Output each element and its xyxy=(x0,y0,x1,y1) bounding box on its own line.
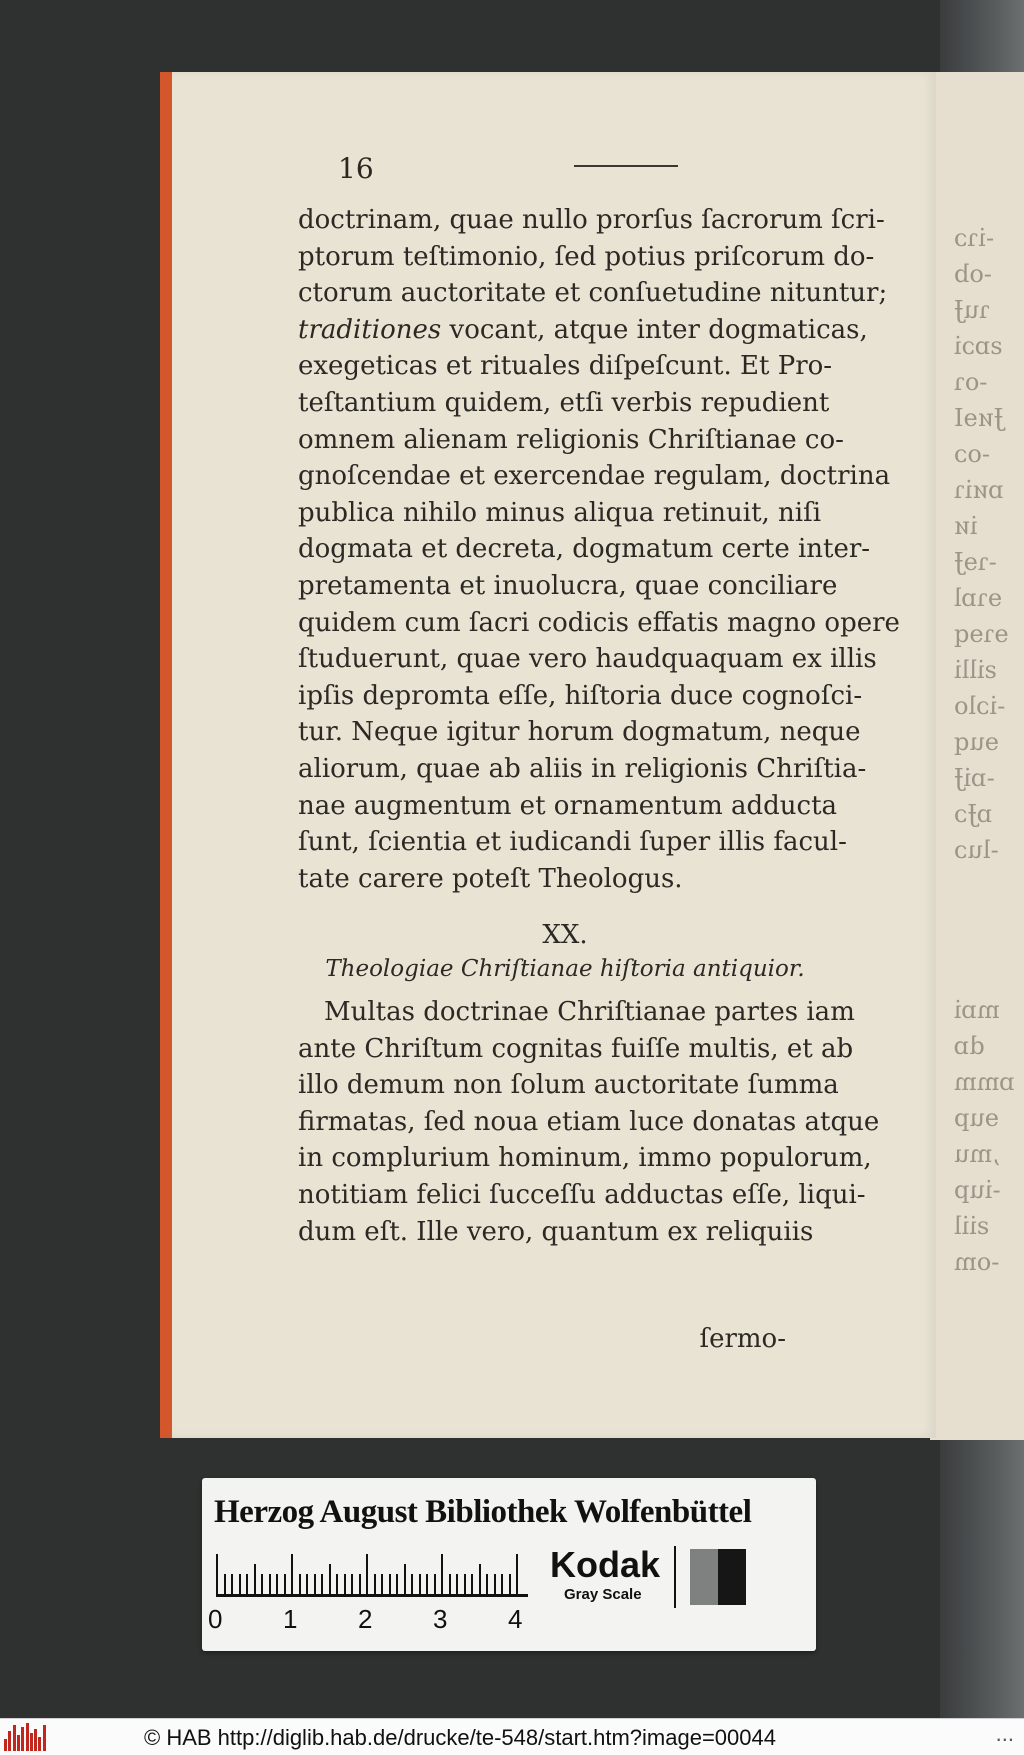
bleed-through-text: -iup xyxy=(954,1176,1001,1204)
bleed-through-text: ɘɿɘq xyxy=(954,620,1009,648)
ruler-tick xyxy=(471,1574,473,1594)
bleed-through-text: ɘɿɒl xyxy=(954,584,1003,612)
logo-bar xyxy=(4,1739,7,1751)
text-line: quidem cum ſacri codicis effatis magno opere xyxy=(298,607,900,638)
ruler-tick xyxy=(344,1574,346,1594)
ruler-tick xyxy=(509,1574,511,1594)
ruler-tick xyxy=(479,1564,481,1594)
ruler-number: 0 xyxy=(208,1604,223,1634)
gray-scale-label: Gray Scale xyxy=(564,1586,642,1603)
bleed-through-text: ꙅilli xyxy=(954,656,998,684)
ruler-number: 3 xyxy=(433,1604,448,1634)
ruler-tick xyxy=(216,1554,218,1594)
text-line: tate carere poteſt Theologus. xyxy=(298,863,683,894)
ruler-tick xyxy=(449,1574,451,1594)
bleed-through-text: -om xyxy=(954,1248,1000,1276)
ruler-tick xyxy=(254,1564,256,1594)
text-line: in complurium hominum, immo populorum, xyxy=(298,1143,872,1174)
ruler-tick xyxy=(329,1564,331,1594)
ruler-tick xyxy=(336,1574,338,1594)
ruler-tick xyxy=(299,1574,301,1594)
ruler-tick xyxy=(501,1574,503,1594)
ruler-tick xyxy=(321,1574,323,1594)
ruler-tick xyxy=(359,1574,361,1594)
text-line: exegeticas et rituales diſpeſcunt. Et Pro- xyxy=(298,351,833,382)
more-icon[interactable]: ... xyxy=(995,1721,1014,1746)
text-line: gnoſcendae et exercendae regulam, doctrina xyxy=(298,461,891,492)
bleed-through-text: iᴎ xyxy=(954,512,978,540)
ruler-tick xyxy=(224,1574,226,1594)
text-line: Multas doctrinae Chriſtianae partes iam xyxy=(324,997,855,1027)
ruler-tick xyxy=(246,1574,248,1594)
ruler-tick xyxy=(456,1574,458,1594)
ruler-tick xyxy=(291,1554,293,1594)
ruler-tick xyxy=(486,1574,488,1594)
bleed-through-text: ɒɈɔ xyxy=(954,800,993,828)
logo-bar xyxy=(43,1725,46,1751)
ruler-tick xyxy=(276,1574,278,1594)
ruler-tick xyxy=(404,1564,406,1594)
book-page xyxy=(160,72,936,1438)
text-line: firmatas, ſed noua etiam luce donatas atque xyxy=(298,1106,880,1137)
bleed-through-text: ꙅiil xyxy=(954,1212,990,1240)
logo-bar xyxy=(34,1729,37,1751)
ruler-tick xyxy=(314,1574,316,1594)
text-line: dum eſt. Ille vero, quantum ex reliquiis xyxy=(298,1216,814,1247)
ruler-tick xyxy=(231,1574,233,1594)
bleed-through-text: -ɒiɈ xyxy=(954,764,995,792)
kodak-brand: Kodak xyxy=(550,1544,661,1585)
bleed-through-text: -ɿɘɈ xyxy=(954,548,997,576)
ruler-tick xyxy=(389,1574,391,1594)
text-line: notitiam felici ſucceſſu adductas eſſe, liqui- xyxy=(298,1180,866,1210)
bleed-through-text: -iɔlo xyxy=(954,692,1006,720)
ruler-tick xyxy=(374,1574,376,1594)
text-fragment: vocant, atque inter dogmaticas, xyxy=(441,314,868,345)
hab-logo-icon[interactable] xyxy=(4,1723,48,1751)
text-line: teſtantium quidem, etſi verbis repudient xyxy=(298,388,830,418)
text-line: nae augmentum et ornamentum adducta xyxy=(298,790,838,821)
logo-bar xyxy=(26,1723,29,1751)
ruler-tick xyxy=(411,1574,413,1594)
gray-swatches xyxy=(674,1546,754,1608)
ruler-tick xyxy=(426,1574,428,1594)
text-line: tur. Neque igitur horum dogmatum, neque xyxy=(298,717,861,748)
page-number: 16 xyxy=(338,152,374,185)
text-line: illo demum non ſolum auctoritate ſumma xyxy=(298,1070,839,1101)
bleed-through-text: ɘup xyxy=(954,1104,1000,1132)
ruler-tick xyxy=(441,1554,443,1594)
ruler-scale xyxy=(216,1552,528,1597)
text-line: omnem alienam religionis Chriſtianae co- xyxy=(298,424,844,455)
bleed-through-text: -iɿɔ xyxy=(954,224,995,252)
logo-bar xyxy=(8,1731,11,1751)
black-swatch xyxy=(718,1549,746,1605)
bleed-through-text: ɈᴎɘI xyxy=(954,404,1004,432)
section-number: XX. xyxy=(542,920,588,950)
viewer-footer xyxy=(0,1718,1024,1755)
ruler-number: 4 xyxy=(508,1604,523,1634)
ruler-tick xyxy=(261,1574,263,1594)
logo-bar xyxy=(38,1737,41,1751)
gray-swatch xyxy=(690,1549,718,1605)
text-line: ipſis depromta eſſe, hiſtoria duce cognoſci- xyxy=(298,680,863,711)
text-line: ante Chriſtum cognitas fuiſſe multis, et ab xyxy=(298,1033,854,1064)
ruler-tick xyxy=(419,1574,421,1594)
ruler-number: 2 xyxy=(358,1604,373,1634)
header-rule xyxy=(574,165,678,167)
bleed-through-text: -oɔ xyxy=(954,440,990,468)
text-line: ſunt, ſcientia et iudicandi ſuper illis facul- xyxy=(298,827,847,858)
library-scale-card xyxy=(202,1478,816,1651)
logo-bar xyxy=(17,1735,20,1751)
italic-term: traditiones xyxy=(298,314,442,345)
bleed-through-text: -luɔ xyxy=(954,836,999,864)
text-line: aliorum, quae ab aliis in religionis Chriſtia- xyxy=(298,754,867,784)
text-line: doctrinam, quae nullo prorſus ſacrorum ſcri- xyxy=(298,205,885,235)
ruler-tick xyxy=(351,1574,353,1594)
catchword: ſermo- xyxy=(699,1324,786,1354)
ruler-tick xyxy=(516,1554,518,1594)
logo-bar xyxy=(21,1727,24,1751)
ruler-tick xyxy=(269,1574,271,1594)
bleed-through-text: ꙅɒɔi xyxy=(954,332,1003,360)
ruler-tick xyxy=(284,1574,286,1594)
bleed-through-text: ,mu xyxy=(954,1140,1000,1168)
bleed-through-text: mɒi xyxy=(954,996,1000,1024)
ruler-tick xyxy=(494,1574,496,1594)
logo-bar xyxy=(13,1725,16,1751)
library-name: Herzog August Bibliothek Wolfenbüttel xyxy=(214,1494,752,1530)
ruler-tick xyxy=(366,1554,368,1594)
text-line: pretamenta et inuolucra, quae conciliare xyxy=(298,571,838,601)
ruler-tick xyxy=(464,1574,466,1594)
logo-bar xyxy=(30,1733,33,1751)
facing-page-edge xyxy=(930,72,1024,1440)
ruler-tick xyxy=(381,1574,383,1594)
section-title: Theologiae Chriſtianae hiſtoria antiquior. xyxy=(325,956,805,982)
text-line: dogmata et decreta, dogmatum certe inter- xyxy=(298,534,871,565)
text-line: publica nihilo minus aliqua retinuit, niſi xyxy=(298,497,822,528)
bleed-through-text: dɒ xyxy=(954,1032,985,1060)
ruler-tick xyxy=(396,1574,398,1594)
bleed-through-text: ɒᴎiɿ xyxy=(954,476,1004,504)
ruler-number: 1 xyxy=(283,1604,298,1634)
bleed-through-text: ɘuq xyxy=(954,728,1000,756)
ruler-tick xyxy=(306,1574,308,1594)
bleed-through-text: -oɿ xyxy=(954,368,988,396)
bleed-through-text: ɒmm xyxy=(954,1068,1015,1096)
text-line: ptorum teſtimonio, ſed potius priſcorum do- xyxy=(298,241,875,272)
text-line: ſtuduerunt, quae vero haudquaquam ex illis xyxy=(298,644,877,675)
text-line xyxy=(298,312,868,348)
footer-url[interactable]: © HAB http://diglib.hab.de/drucke/te-548/start.htm?image=00044 xyxy=(144,1725,776,1750)
ruler-tick xyxy=(239,1574,241,1594)
ruler-tick xyxy=(434,1574,436,1594)
bleed-through-text: ɿuɈ xyxy=(954,296,990,324)
text-line: ctorum auctoritate et conſuetudine nituntur; xyxy=(298,278,888,309)
bleed-through-text: -ob xyxy=(954,260,992,288)
